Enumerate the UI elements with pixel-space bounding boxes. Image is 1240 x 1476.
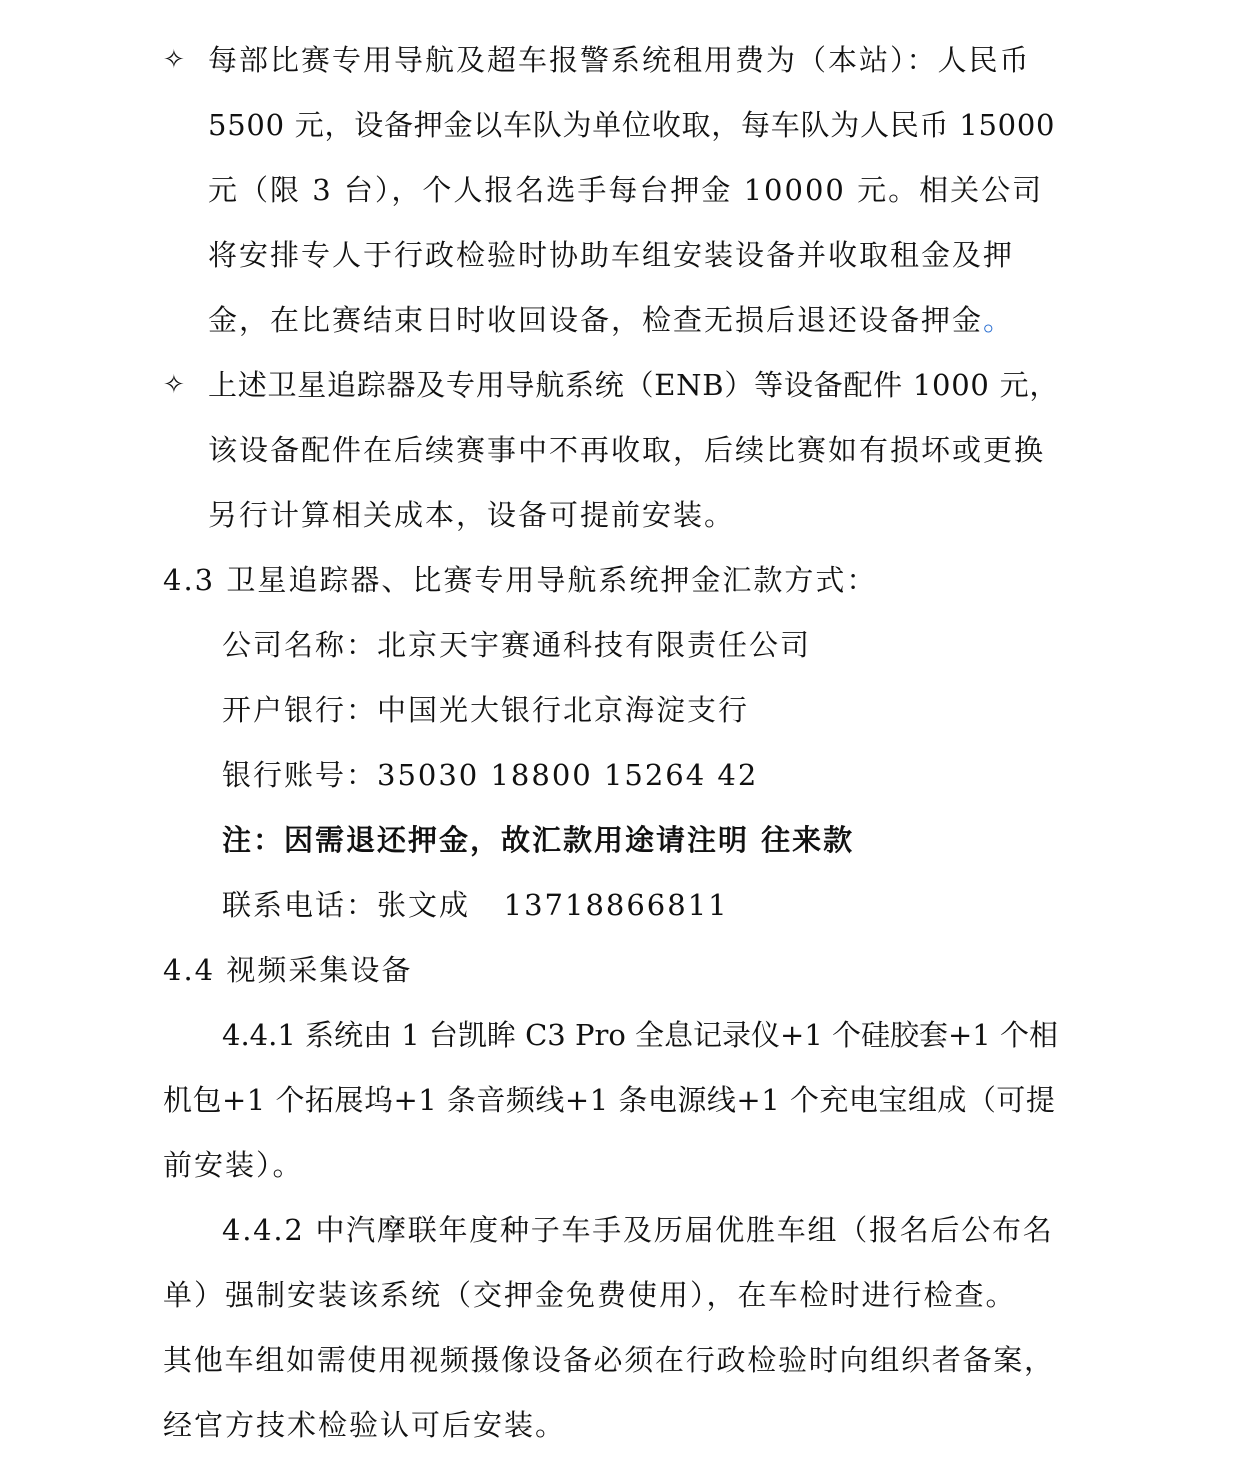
bullet-2-line-1: 上述卫星追踪器及专用导航系统（ENB）等设备配件 1000 元， <box>208 368 1060 402</box>
paragraph-4-4-1-line-1: 4.4.1 系统由 1 台凯眸 C3 Pro 全息记录仪+1 个硅胶套+1 个相 <box>222 1018 1058 1052</box>
remittance-note: 注：因需退还押金，故汇款用途请注明 往来款 <box>222 823 855 857</box>
paragraph-4-4-2-line-1: 4.4.2 中汽摩联年度种子车手及历届优胜车组（报名后公布名 <box>222 1213 1054 1247</box>
section-4-3-heading: 4.3 卫星追踪器、比赛专用导航系统押金汇款方式： <box>163 563 878 597</box>
bullet-1-line-5-end: 。 <box>983 303 1015 337</box>
paragraph-4-4-1-line-2: 机包+1 个拓展坞+1 条音频线+1 条电源线+1 个充电宝组成（可提 <box>163 1083 1056 1117</box>
paragraph-4-4-2-line-4: 经官方技术检验认可后安装。 <box>163 1408 567 1442</box>
paragraph-4-4-1-line-3: 前安装）。 <box>163 1148 304 1182</box>
bullet-2-line-3: 另行计算相关成本，设备可提前安装。 <box>208 498 736 532</box>
bullet-marker: ✧ <box>163 45 185 75</box>
bullet-1-line-4: 将安排专人于行政检验时协助车组安装设备并收取租金及押 <box>208 238 1015 272</box>
paragraph-4-4-2-line-2: 单）强制安装该系统（交押金免费使用），在车检时进行检查。 <box>163 1278 1017 1312</box>
bank-name: 开户银行：中国光大银行北京海淀支行 <box>222 693 750 727</box>
bullet-1-line-3: 元（限 3 台），个人报名选手每台押金 10000 元。相关公司 <box>208 173 1044 207</box>
bank-account: 银行账号：35030 18800 15264 42 <box>222 758 759 792</box>
bullet-1-line-2: 5500 元，设备押金以车队为单位收取，每车队为人民币 15000 <box>208 108 1056 142</box>
contact-phone: 联系电话：张文成 13718866811 <box>222 888 729 922</box>
bullet-1-line-5-text: 金，在比赛结束日时收回设备，检查无损后退还设备押金 <box>208 303 984 337</box>
section-4-4-heading: 4.4 视频采集设备 <box>163 953 413 987</box>
bullet-marker: ✧ <box>163 370 185 400</box>
bullet-1-line-5 <box>208 300 1014 340</box>
bullet-1-line-1: 每部比赛专用导航及超车报警系统租用费为（本站）：人民币 <box>208 43 1031 77</box>
bullet-2-line-2: 该设备配件在后续赛事中不再收取，后续比赛如有损坏或更换 <box>208 433 1046 467</box>
paragraph-4-4-2-line-3: 其他车组如需使用视频摄像设备必须在行政检验时向组织者备案， <box>163 1343 1055 1377</box>
company-name: 公司名称：北京天宇赛通科技有限责任公司 <box>222 628 812 662</box>
